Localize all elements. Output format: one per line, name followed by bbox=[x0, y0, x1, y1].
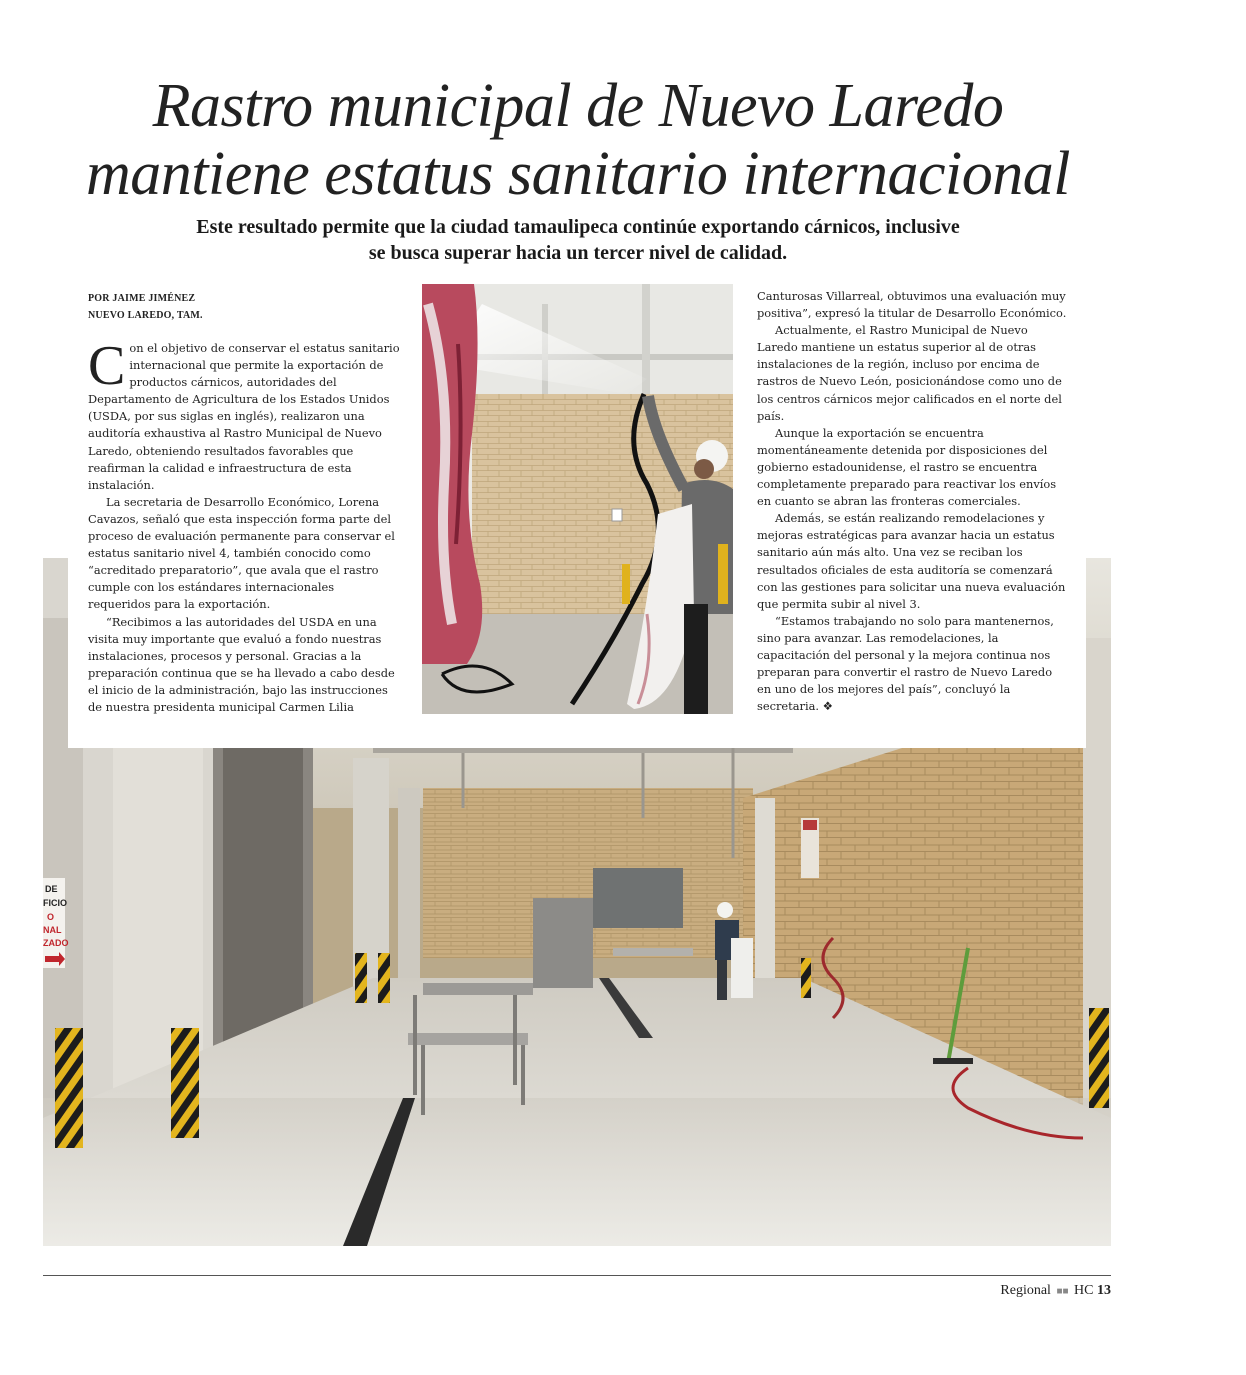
byline-location: NUEVO LAREDO, TAM. bbox=[88, 310, 203, 321]
headline-line-1: Rastro municipal de Nuevo Laredo bbox=[152, 72, 1004, 140]
worker-photo-illustration bbox=[422, 284, 733, 714]
worker-hosing-photo bbox=[422, 284, 733, 714]
article-column-1 bbox=[88, 335, 400, 716]
headline-line-2: mantiene estatus sanitario internacional bbox=[86, 140, 1070, 208]
page-number: 13 bbox=[1097, 1283, 1111, 1298]
page-folio bbox=[1000, 1283, 1111, 1299]
paragraph: Actualmente, el Rastro Municipal de Nuevo Laredo mantiene un estatus superior al de otras instalaciones de la región, incluso por encima de rastros de Nuevo León, posicionándose como uno de los centros cárnicos mejor calificados en el norte del país. bbox=[757, 323, 1062, 423]
sign-text-3: O bbox=[47, 912, 55, 922]
paragraph: “Estamos trabajando no solo para mantenernos, sino para avanzar. Las remodelaciones, la capacitación del personal y la mejora continua nos preparan para convertir el rastro de Nuevo Laredo en uno de los mejores del país”, concluyó la secretaria. ❖ bbox=[757, 613, 1054, 714]
section-name: Regional bbox=[1000, 1283, 1051, 1298]
paragraph: La secretaria de Desarrollo Económico, Lorena Cavazos, señaló que esta inspección forma parte del proceso de evaluación permanente para conservar el estatus sanitario nivel 4, también conocido como “acreditado preparatorio”, que avala que el rastro cumple con los estándares internacionales requeridos para la exportación. bbox=[88, 494, 395, 612]
paragraph: “Recibimos a las autoridades del USDA en una visita muy importante que evaluó a fondo nuestras instalaciones, procesos y personal. Gracias a la preparación continua que se ha llevado a cabo desde el inicio de la administración, bajo las instrucciones de nuestra presidenta municipal Carmen Lilia bbox=[88, 614, 395, 714]
sign-text-4: NAL bbox=[43, 925, 62, 935]
paragraph: Además, se están realizando remodelaciones y mejoras estratégicas para avanzar hacia un estatus sanitario aún más alto. Una vez se reciban los resultados oficiales de esta auditoría se comenzará con las gestiones para solicitar una nueva evaluación que permita subir al nivel 3. bbox=[757, 511, 1066, 611]
paragraph: Aunque la exportación se encuentra momentáneamente detenida por disposiciones del gobierno estadounidense, el rastro se encuentra completamente preparado para reactivar los envíos en cuanto se abran las fronteras comerciales. bbox=[757, 425, 1057, 509]
deck-line-2: se busca superar hacia un tercer nivel de calidad. bbox=[368, 242, 788, 264]
publication-name: HC bbox=[1074, 1283, 1094, 1298]
deck-line-1: Este resultado permite que la ciudad tamaulipeca continúe exportando cárnicos, inclusive bbox=[196, 216, 960, 238]
folio-separator: ■■ bbox=[1056, 1286, 1069, 1297]
article-column-2 bbox=[757, 288, 1069, 715]
sign-text-2: FICIO bbox=[43, 898, 67, 908]
byline-author: POR JAIME JIMÉNEZ bbox=[88, 293, 196, 304]
sign-text-1: DE bbox=[45, 884, 58, 894]
sign-text-5: ZADO bbox=[43, 938, 69, 948]
byline bbox=[88, 290, 203, 324]
paragraph: Con el objetivo de conservar el estatus sanitario internacional que permite la exportación de productos cárnicos, autoridades del Departamento de Agricultura de los Estados Unidos (USDA, por sus siglas en inglés), realizaron una auditoría exhaustiva al Rastro Municipal de Nuevo Laredo, obteniendo resultados favorables que reafirman la calidad e infraestructura de esta instalación. bbox=[88, 335, 400, 492]
dropcap: C bbox=[88, 335, 126, 397]
deck bbox=[150, 214, 1006, 266]
footer-rule bbox=[43, 1275, 1111, 1276]
paragraph: Canturosas Villarreal, obtuvimos una evaluación muy positiva”, expresó la titular de Desarrollo Económico. bbox=[757, 289, 1067, 321]
headline bbox=[60, 72, 1096, 208]
